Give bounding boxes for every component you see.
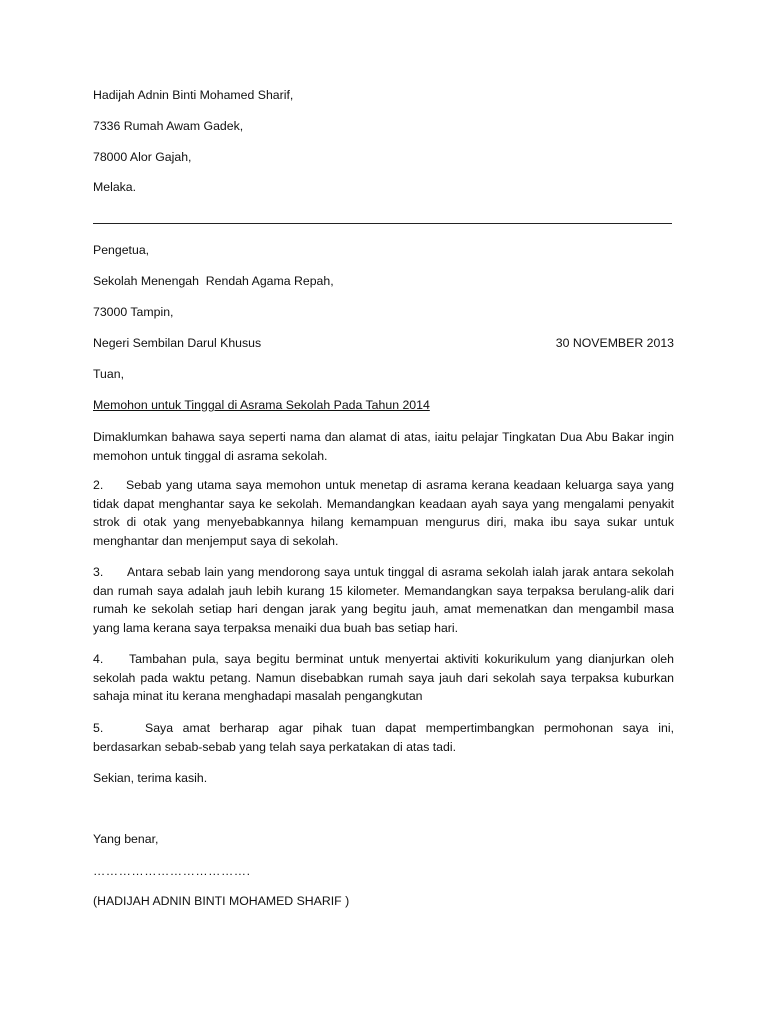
letter-subject: Memohon untuk Tinggal di Asrama Sekolah Pada Tahun 2014: [93, 398, 430, 412]
point-text: Sebab yang utama saya memohon untuk menetap di asrama kerana keadaan keluarga saya yang tidak dapat menghantar saya ke sekolah. Memandangkan keadaan ayah saya yang mengalami penyakit strok di otak yang menyebabkannya hilang kemampuan mengurus diri, maka ibu saya sukar untuk menghantar dan menjemput saya di sekolah.: [93, 478, 674, 548]
sender-address-line-1: 7336 Rumah Awam Gadek,: [93, 119, 244, 133]
separator-line: [93, 223, 672, 224]
signature-line: ……………………………….: [93, 864, 251, 878]
point-number: 2.: [93, 478, 104, 492]
sender-name: Hadijah Adnin Binti Mohamed Sharif,: [93, 88, 294, 102]
recipient-state: Negeri Sembilan Darul Khusus: [93, 336, 262, 350]
salutation: Tuan,: [93, 367, 124, 381]
signature-name: (HADIJAH ADNIN BINTI MOHAMED SHARIF ): [93, 894, 350, 908]
point-number: 4.: [93, 652, 104, 666]
point-paragraph-5: [93, 719, 674, 756]
recipient-school: Sekolah Menengah Rendah Agama Repah,: [93, 274, 334, 288]
signoff-text: Yang benar,: [93, 832, 159, 846]
recipient-city: 73000 Tampin,: [93, 305, 174, 319]
point-paragraph-3: [93, 563, 674, 637]
point-text: Antara sebab lain yang mendorong saya untuk tinggal di asrama sekolah ialah jarak antara sekolah dan rumah saya adalah jauh lebih kurang 15 kilometer. Memandangkan saya terpaksa berulang-alik dari rumah ke sekolah setiap hari dengan jarak yang begitu jauh, amat memenatkan dan mengambil masa yang lama kerana saya terpaksa menaiki dua buah bas setiap hari.: [93, 565, 674, 635]
point-paragraph-2: [93, 476, 674, 550]
sender-state: Melaka.: [93, 180, 137, 194]
point-number: 5.: [93, 721, 104, 735]
sender-address-line-2: 78000 Alor Gajah,: [93, 150, 192, 164]
closing-text: Sekian, terima kasih.: [93, 771, 208, 785]
recipient-title: Pengetua,: [93, 243, 150, 257]
point-text: Tambahan pula, saya begitu berminat untuk menyertai aktiviti kokurikulum yang dianjurkan oleh sekolah pada waktu petang. Namun disebabkan rumah saya jauh dari sekolah saya terpaksa kuburkan sahaja minat itu kerana menghadapi masalah pengangkutan: [93, 652, 674, 703]
letter-date: 30 NOVEMBER 2013: [555, 336, 674, 350]
point-text: Saya amat berharap agar pihak tuan dapat mempertimbangkan permohonan saya ini, berdasarkan sebab-sebab yang telah saya perkatakan di atas tadi.: [93, 721, 674, 754]
intro-paragraph: Dimaklumkan bahawa saya seperti nama dan alamat di atas, iaitu pelajar Tingkatan Dua Abu Bakar ingin memohon untuk tinggal di asrama sekolah.: [93, 430, 674, 463]
point-paragraph-4: [93, 650, 674, 706]
point-number: 3.: [93, 565, 104, 579]
